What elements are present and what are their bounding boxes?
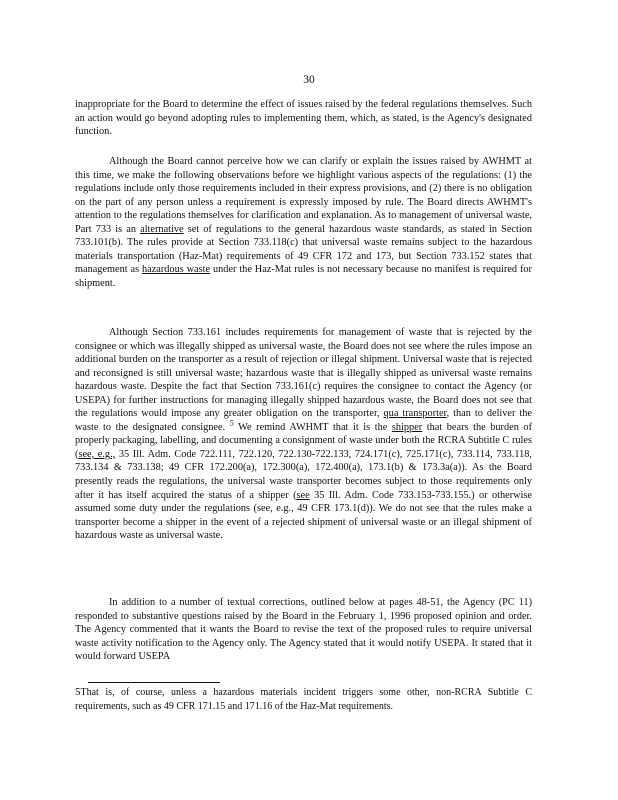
underlined-text: qua transporter <box>383 408 447 420</box>
text-run: 35 Ill. Adm. Code 722.111, 722.120, 722.130-722.133, 724.171(c), 725.171(c), 733.114, 733.118, 733.134 & 733.138; 49 CFR 172.200(a), 172.300(a), 172.400(a), 173.1(b) & 173.3a(a)). As the Board presently reads the regulations, the universal waste transporter becomes subject to those requirements only after it has itself acquired the status of a shipper ( <box>75 448 532 501</box>
footnote-marker: 5 <box>75 686 81 698</box>
body-paragraph <box>75 155 532 290</box>
text-run: set of regulations to the general hazardous waste standards, as stated in Section 733.101(b). The rules provide at Section 733.118(c) that universal waste remains subject to the hazardous materials transportation (Haz-Mat) requirements of 49 CFR 172 and 173, but Section 733.152 states that management as <box>75 223 532 276</box>
text-run: inappropriate for the Board to determine the effect of issues raised by the federal regulations themselves. Such an action would go beyond adopting rules to implementing them, which, as stated, is the Agency's designated function. <box>75 99 532 138</box>
paragraph-text <box>75 155 532 290</box>
text-run: under the Haz-Mat rules is not necessary because no manifest is required for shipment. <box>75 264 532 289</box>
footnote <box>75 686 532 713</box>
underlined-text: see, e.g., <box>78 448 116 460</box>
footnote-divider <box>88 682 220 683</box>
paragraph-text <box>75 98 532 139</box>
text-run: Although Section 733.161 includes requirements for management of waste that is rejected by the consignee or which was illegally shipped as universal waste, the Board does not see where the rules impose an additional burden on the transporter as a result of rejection or illegal shipment. Universal waste that is rejected and reconsigned is still universal waste; hazardous waste that is illegally shipped as universal waste remains hazardous waste. Despite the fact that Section 733.161(c) requires the consignee to contact the Agency (or USEPA) for further instructions for managing illegally shipped hazardous waste, the Board does not see that the regulations would impose any greater obligation on the transporter, <box>75 327 532 420</box>
page-number: 30 <box>303 74 315 86</box>
underlined-text: hazardous waste <box>141 264 211 276</box>
text-run: In addition to a number of textual corrections, outlined below at pages 48-51, the Agency (PC 11) responded to substantive questions raised by the Board in the February 1, 1996 proposed opinion and order. The Agency commented that it wants the Board to revise the text of the proposed rules to require universal waste activity notification to the Agency only. The Agency stated that it would notify USEPA. It stated that it would forward USEPA <box>75 597 532 663</box>
body-paragraph <box>75 326 532 543</box>
body-paragraph <box>75 596 532 664</box>
paragraph-text <box>75 326 532 543</box>
text-run: Although the Board cannot perceive how we can clarify or explain the issues raised by AWHMT at this time, we make the following observations before we highlight various aspects of the regulations: (1) the regulations include only those requirements included in their express provisions, and (2) there is no obligation on the part of any person unless a requirement is expressly imposed by rule. The Board directs AWHMT's attention to the regulations themselves for clarification and explanation. As to management of universal waste, Part 733 is an <box>75 156 532 235</box>
body-paragraph <box>75 98 532 139</box>
footnote-text: That is, of course, unless a hazardous materials incident triggers some other, non-RCRA Subtitle C requirements, such as 49 CFR 171.15 and 171.16 of the Haz-Mat requirements. <box>75 687 532 712</box>
text-run: that bears the burden of properly packaging, labelling, and documenting a consignment of waste under both the RCRA Subtitle C rules ( <box>75 421 532 460</box>
paragraph-text <box>75 596 532 664</box>
text-run: , than to deliver the waste to the designated consignee. <box>75 408 532 433</box>
underlined-text: see <box>296 489 310 501</box>
text-run: 35 Ill. Adm. Code 733.153-733.155.) or otherwise assumed some duty under the regulations (see, e.g., 49 CFR 173.1(d)). We do not see that the rules make a transporter become a shipper in the event of a rejected shipment of universal waste or an illegal shipment of hazardous waste as universal waste. <box>75 489 532 542</box>
underlined-text: alternative <box>140 223 184 235</box>
underlined-text: shipper <box>391 421 423 433</box>
footnote-reference: 5 <box>229 418 234 428</box>
text-run: We remind AWHMT that it is the <box>233 421 392 433</box>
